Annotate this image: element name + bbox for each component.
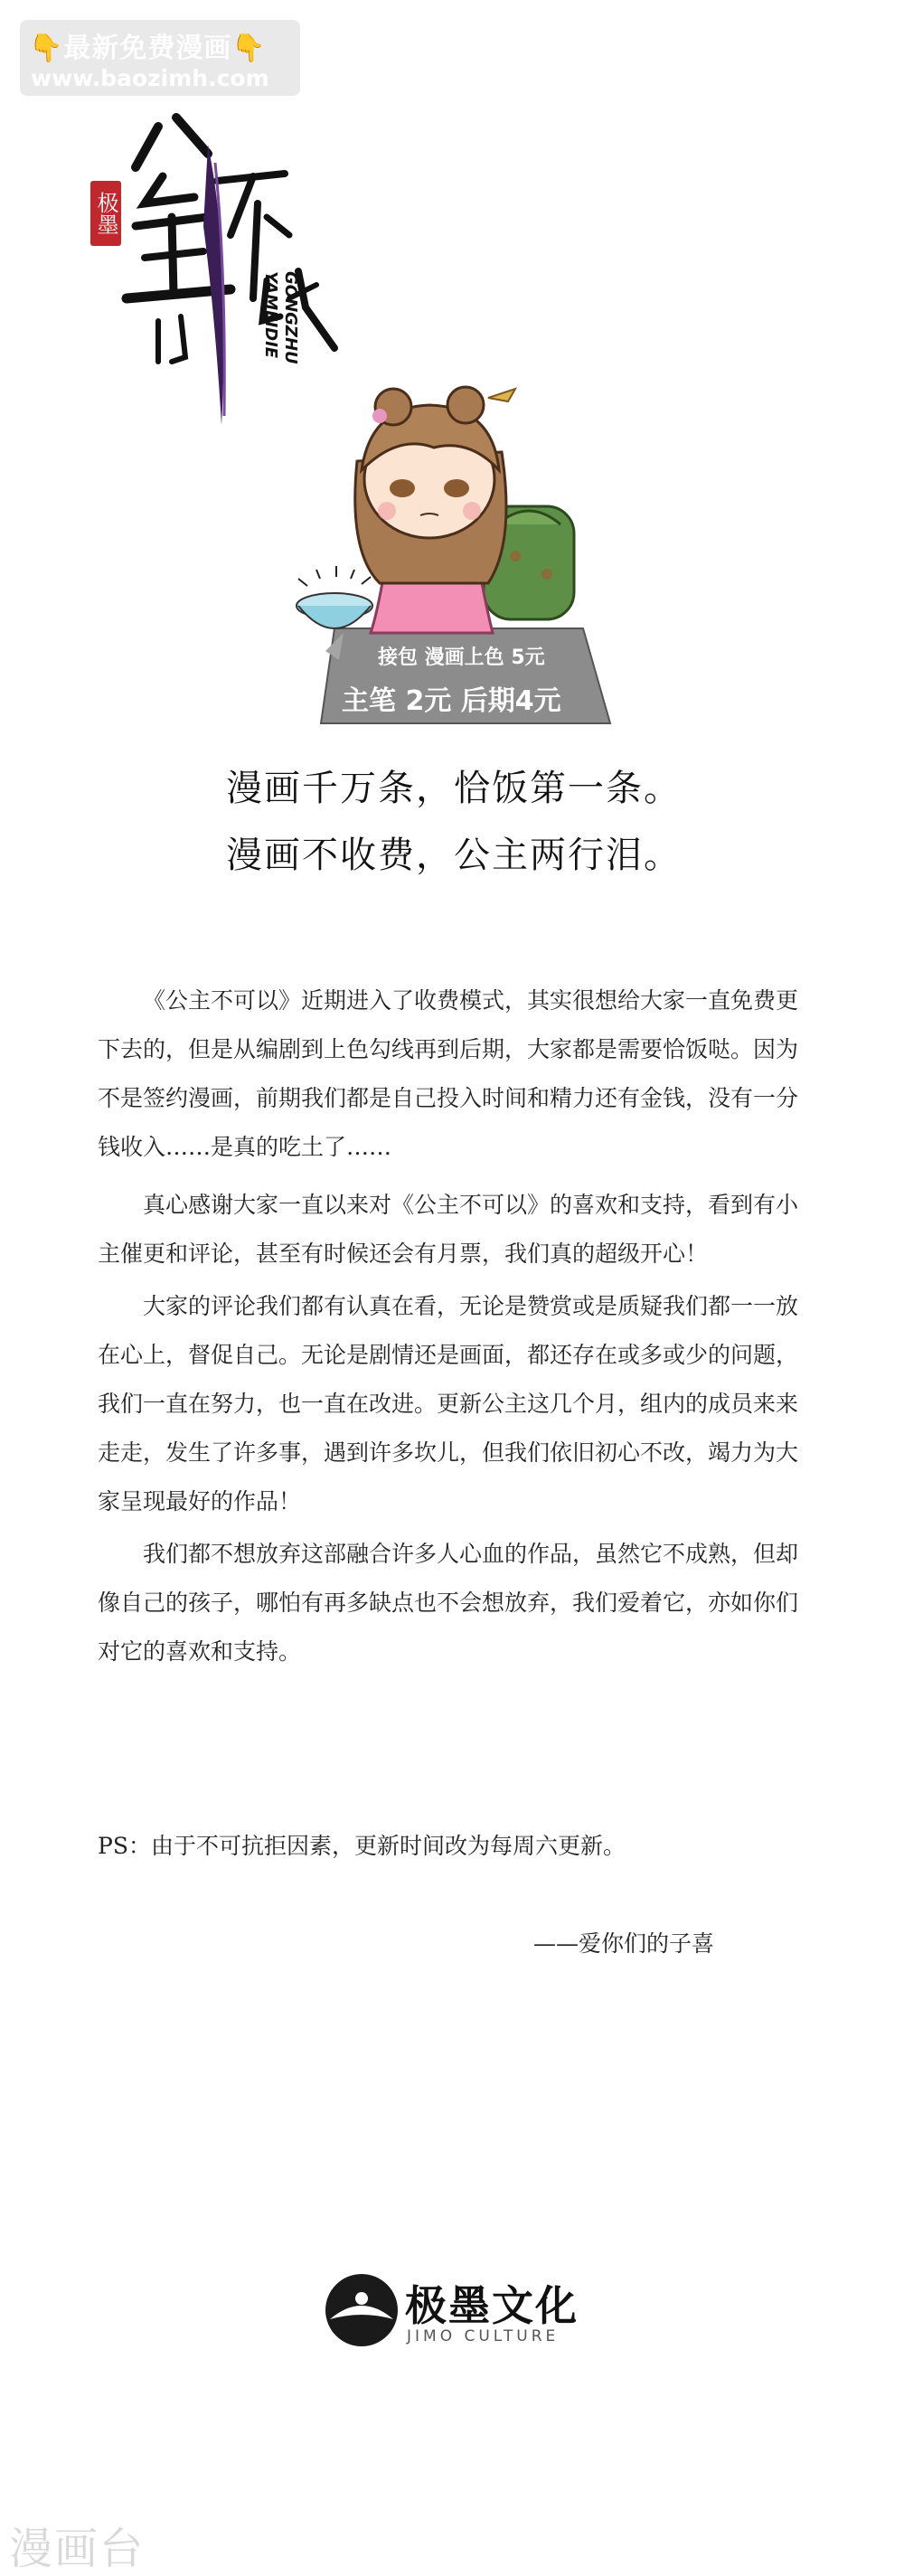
paragraph: 我们都不想放弃这部融合许多人心血的作品，虽然它不成熟，但却像自己的孩子，哪怕有再多缺点也不会想放弃，我们爱着它，亦如你们对它的喜欢和支持。 <box>98 1541 799 1665</box>
company-name-cn: 极墨文化 <box>405 2281 579 2330</box>
paragraph: 大家的评论我们都有认真在看，无论是赞赏或是质疑我们都一一放在心上，督促自己。无论是剧情还是画面，都还存在或多或少的问题，我们一直在努力，也一直在改进。更新公主这几个月，组内的成员来来走走，发生了许多事，遇到许多坎儿，但我们依旧初心不改，竭力为大家呈现最好的作品！ <box>98 1293 799 1514</box>
poem-line: 漫画千万条，恰饭第一条。 <box>226 768 682 809</box>
announcement-body <box>98 977 812 1676</box>
poem <box>226 755 714 889</box>
company-name-en: JIMO CULTURE <box>407 2327 560 2345</box>
sign-label-line2: 主笔 2元 后期4元 <box>342 685 561 717</box>
sign-label-line1: 接包 漫画上色 5元 <box>378 646 545 669</box>
pinyin-line1: GONGZHU <box>281 271 300 364</box>
watermark-line1: 👇最新免费漫画👇 <box>29 33 267 64</box>
watermark-url: www.baozimh.com <box>31 65 269 91</box>
paragraph: 真心感谢大家一直以来对《公主不可以》的喜欢和支持，看到有小主催更和评论，甚至有时候还会有月票，我们真的超级开心！ <box>98 1192 799 1267</box>
paragraph: 《公主不可以》近期进入了收费模式，其实很想给大家一直免费更下去的，但是从编剧到上色勾线再到后期，大家都是需要恰饭哒。因为不是签约漫画，前期我们都是自己投入时间和精力还有金钱，没有一分钱收入……是真的吃土了…… <box>98 987 799 1160</box>
poem-line: 漫画不收费，公主两行泪。 <box>226 835 682 876</box>
seal-stamp: 极墨 <box>90 181 121 246</box>
ps-note: PS：由于不可抗拒因素，更新时间改为每周六更新。 <box>98 1833 626 1859</box>
chibi-princess-illustration <box>271 344 633 732</box>
signoff: ——爱你们的子喜 <box>533 1930 715 1957</box>
watermark-bottom: 漫画台 <box>9 2524 146 2574</box>
pinyin-line2: YAMEIDIE <box>261 271 280 359</box>
watermark-banner <box>20 20 300 96</box>
